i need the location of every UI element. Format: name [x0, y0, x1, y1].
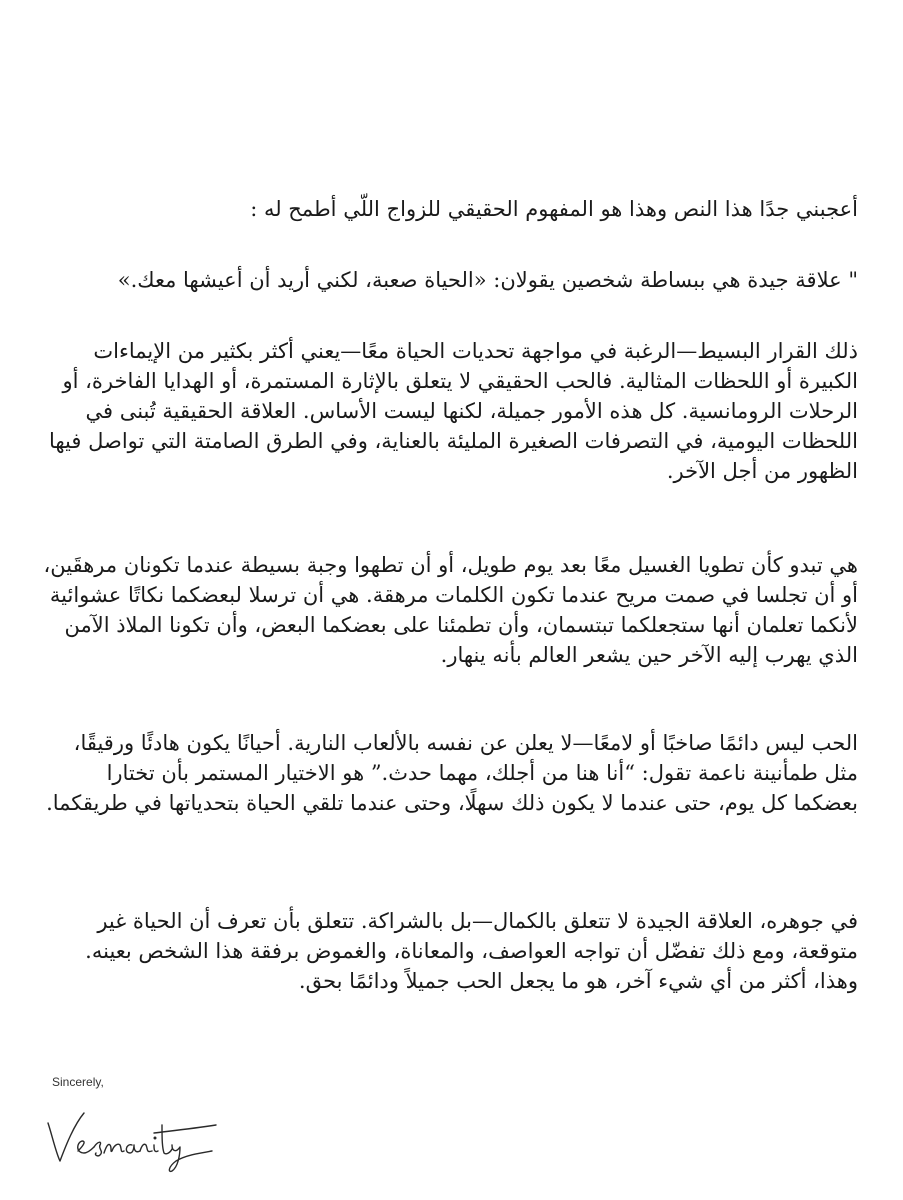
paragraph-3: الحب ليس دائمًا صاخبًا أو لامعًا—لا يعلن عن نفسه بالألعاب النارية. أحيانًا يكون هادئًا ورقيقًا، مثل طمأنينة ناعمة تقول: “أنا هنا من أجلك، مهما حدث.” هو الاختيار المستمر بأن تختارا بعضكما كل يوم، حتى عندما لا يكون ذلك سهلًا، وحتى عندما تلقي الحياة بتحدياتها في طريقكما. [46, 731, 858, 815]
intro-line: أعجبني جدًا هذا النص وهذا هو المفهوم الحقيقي للزواج اللّي أطمح له : [250, 197, 858, 221]
signature-image [40, 1095, 240, 1175]
closing-text: Sincerely, [52, 1075, 104, 1089]
quote-line: " علاقة جيدة هي ببساطة شخصين يقولان: «الحياة صعبة، لكني أريد أن أعيشها معك.» [117, 268, 858, 292]
paragraph-2: هي تبدو كأن تطويا الغسيل معًا بعد يوم طويل، أو أن تطهوا وجبة بسيطة عندما تكونان مرهقَين، أو أن تجلسا في صمت مريح عندما تكون الكلمات مرهقة. هي أن ترسلا لبعضكما نكاتًا عشوائية لأنكما تعلمان أنها ستجعلكما تبتسمان، وأن تطمئنا على بعضكما البعض، وأن تكونا الملاذ الآمن الذي يهرب إليه الآخر حين يشعر العالم بأنه ينهار. [43, 553, 858, 667]
paragraph-1: ذلك القرار البسيط—الرغبة في مواجهة تحديات الحياة معًا—يعني أكثر بكثير من الإيماءات الكبيرة أو اللحظات المثالية. فالحب الحقيقي لا يتعلق بالإثارة المستمرة، أو الهدايا الفاخرة، أو الرحلات الرومانسية. كل هذه الأمور جميلة، لكنها ليست الأساس. العلاقة الحقيقية تُبنى في اللحظات اليومية، في التصرفات الصغيرة المليئة بالعناية، وفي الطرق الصامتة التي تواصل فيها الظهور من أجل الآخر. [48, 339, 858, 483]
paragraph-4: في جوهره، العلاقة الجيدة لا تتعلق بالكمال—بل بالشراكة. تتعلق بأن تعرف أن الحياة غير متوقعة، ومع ذلك تفضّل أن تواجه العواصف، والمعاناة، والغموض برفقة هذا الشخص بعينه. وهذا، أكثر من أي شيء آخر، هو ما يجعل الحب جميلاً ودائمًا بحق. [85, 909, 858, 993]
